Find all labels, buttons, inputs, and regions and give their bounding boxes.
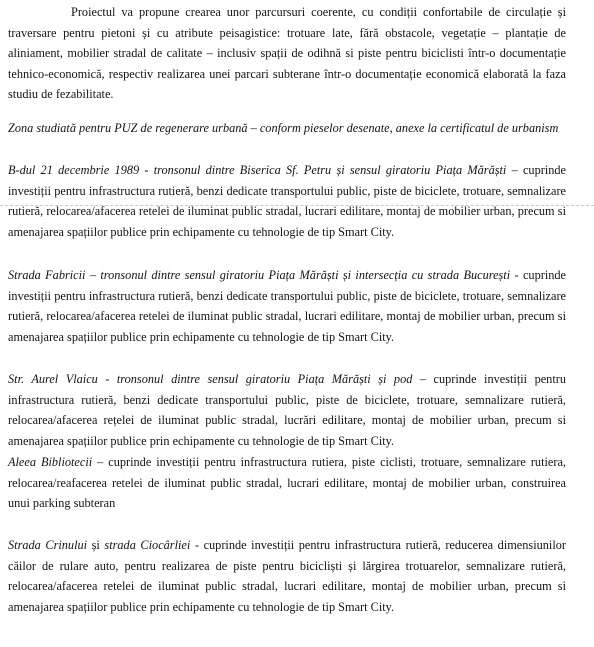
intro-paragraph: Proiectul va propune crearea unor parcursuri coerente, cu condiții confortabile de circulație și traversare pentru pietoni și cu atribute peisagistice: trotuare late, fără obstacole, vegetație – plantație de aliniament, mobilier stradal de calitate – inclusiv spații de odihnă si piste pentru biciclisti într-o documentație tehnico-economică, respectiv realizarea unei parcari subterane într-o documentație economică elaborată la faza studiu de fezabilitate.: [8, 5, 566, 102]
item-strada-crinului: [8, 535, 566, 617]
item-strada-fabricii: [8, 265, 566, 347]
item-text: - cuprinde investiții pentru infrastructura rutieră, benzi dedicate transportului public, piste de biciclete, trotuare, semnalizare rutieră, relocarea/afacerea retelei de iluminat public stradal, lucrari edilitare, montaj de mobilier urban, precum si amenajarea spațiilor publice prin echipamente cu tehnologie de tip Smart City.: [8, 268, 566, 344]
item-title: Strada Crinului: [8, 538, 88, 552]
item-title: B-dul 21 decembrie 1989 - tronsonul dintre Biserica Sf. Petru și sensul giratoriu Piața Mărăști: [8, 163, 507, 177]
item-title: strada Ciocârliei: [104, 538, 191, 552]
item-b-dul-21-decembrie: [8, 160, 566, 242]
item-title: Strada Fabricii – tronsonul dintre sensul giratoriu Piața Mărăști și intersecția cu strada București: [8, 268, 511, 282]
scan-separator-line: [0, 205, 594, 206]
zone-heading: Zona studiată pentru PUZ de regenerare urbană – conform pieselor desenate, anexe la certificatul de urbanism: [8, 121, 559, 135]
item-text: – cuprinde investiții pentru infrastructura rutieră, benzi dedicate transportului public, piste de biciclete, trotuare, semnalizare rutieră, relocarea/afacerea rețelei de iluminat public stradal, lucrări edilitare, montaj de mobilier urban, precum si amenajarea spațiilor publice prin echipamente cu tehnologie de tip Smart City.: [8, 372, 566, 448]
item-title: Aleea Bibliotecii: [8, 455, 93, 469]
item-aleea-bibliotecii: [8, 452, 566, 514]
item-str-aurel-vlaicu: [8, 369, 566, 451]
item-connector: și: [87, 538, 105, 552]
item-title: Str. Aurel Vlaicu - tronsonul dintre sensul giratoriu Piața Mărăști și pod: [8, 372, 413, 386]
item-text: – cuprinde investiții pentru infrastructura rutiera, piste ciclisti, trotuare, semnalizare rutiera, relocarea/reafacerea retelei de iluminat public stradal, lucrari edilitare, montaj de mobilier urban, construirea unui parking subteran: [8, 455, 567, 511]
item-text: – cuprinde investiții pentru infrastructura rutieră, benzi dedicate transportului public, piste de biciclete, trotuare, semnalizare rutieră, relocarea/afacerea retelei de iluminat public stradal, lucrari edilitare, montaj de mobilier urban, precum si amenajarea spațiilor publice prin echipamente cu tehnologie de tip Smart City.: [8, 163, 566, 239]
item-text: - cuprinde investiții pentru infrastructura rutieră, reducerea dimensiunilor căilor de rulare auto, pentru realizarea de piste pentru bicicliști și lărgirea trotuarelor, semnalizare rutieră, relocarea/afacerea retelei de iluminat public stradal, lucrari edilitare, montaj de mobilier urban, precum si amenajarea spațiilor publice prin echipamente cu tehnologie de tip Smart City.: [8, 538, 566, 614]
